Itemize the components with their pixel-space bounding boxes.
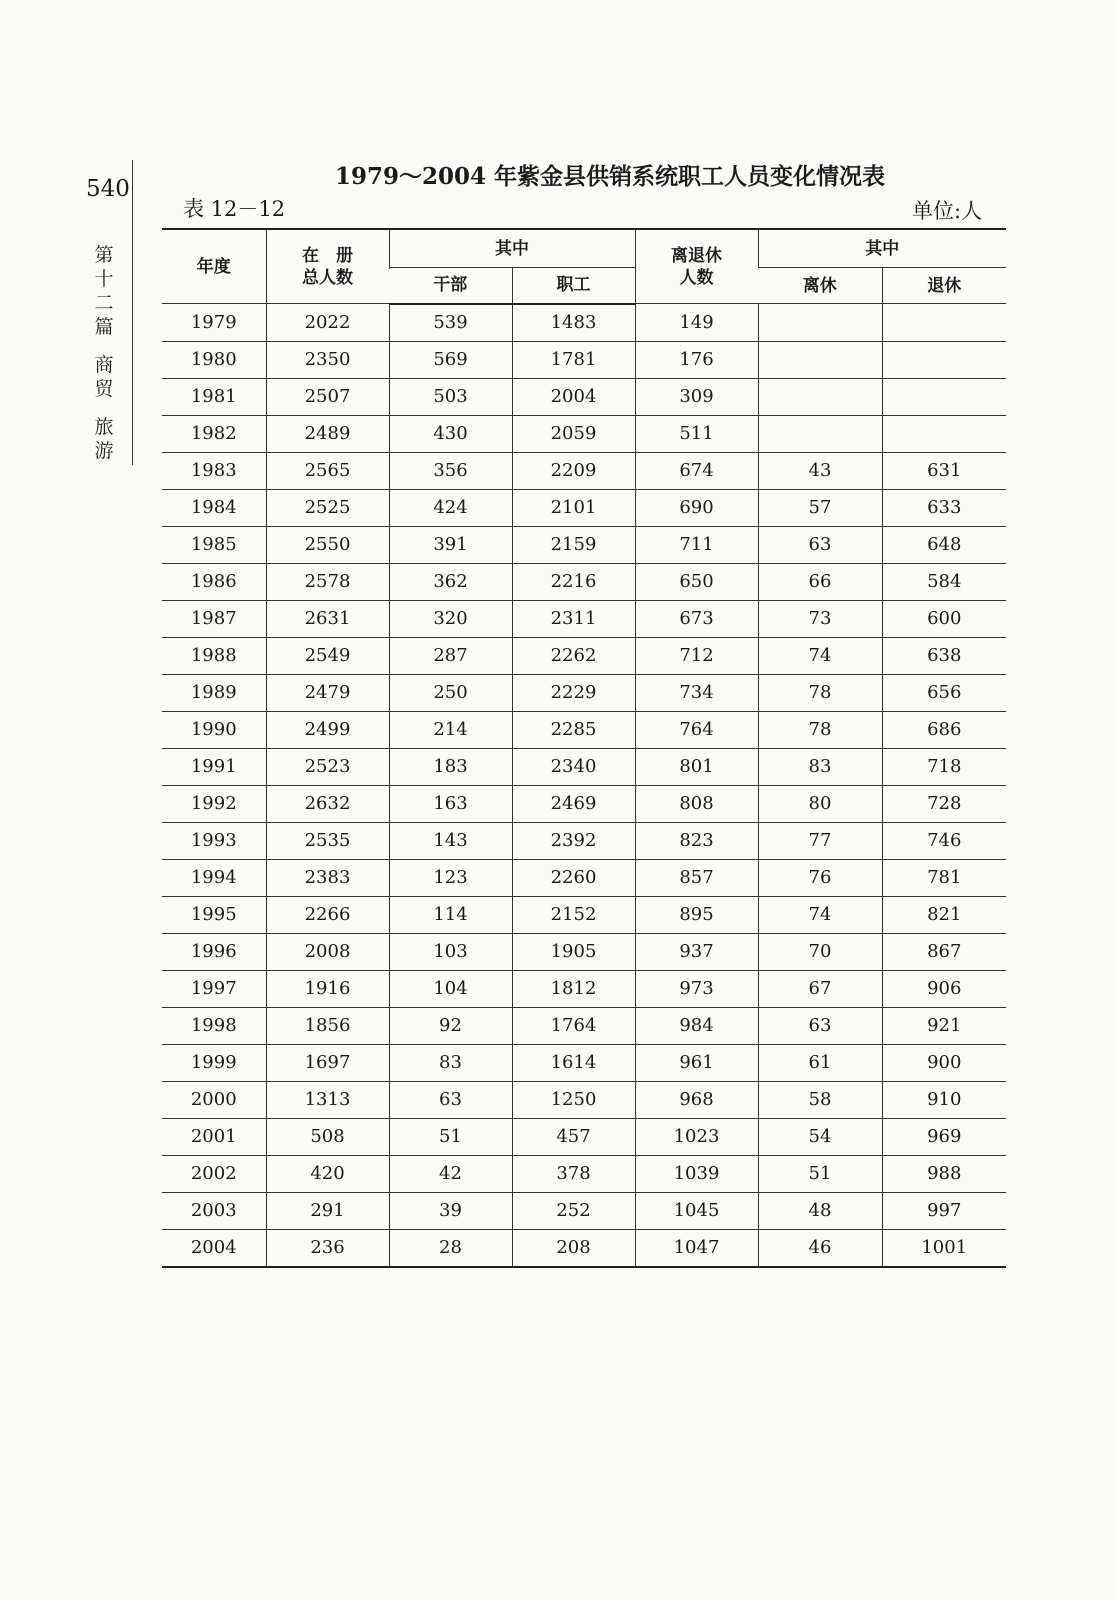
table-row — [162, 1007, 1006, 1044]
cell-year: 1979 — [162, 304, 266, 342]
cell-retired-total: 937 — [635, 933, 758, 970]
cell-registered-total: 2489 — [266, 415, 389, 452]
table-row — [162, 637, 1006, 674]
cell-workers: 208 — [512, 1229, 635, 1267]
table-row — [162, 1118, 1006, 1155]
cell-tuixiu: 600 — [882, 600, 1006, 637]
cell-registered-total: 291 — [266, 1192, 389, 1229]
cell-lixiu: 76 — [758, 859, 882, 896]
cell-cadres: 430 — [389, 415, 512, 452]
cell-lixiu: 78 — [758, 674, 882, 711]
cell-registered-total: 2383 — [266, 859, 389, 896]
cell-lixiu: 80 — [758, 785, 882, 822]
cell-workers: 2209 — [512, 452, 635, 489]
cell-year: 1986 — [162, 563, 266, 600]
cell-cadres: 503 — [389, 378, 512, 415]
table-row — [162, 341, 1006, 378]
cell-year: 1981 — [162, 378, 266, 415]
cell-workers: 2004 — [512, 378, 635, 415]
cell-tuixiu: 633 — [882, 489, 1006, 526]
cell-retired-total: 1045 — [635, 1192, 758, 1229]
cell-cadres: 250 — [389, 674, 512, 711]
cell-registered-total: 236 — [266, 1229, 389, 1267]
cell-tuixiu: 656 — [882, 674, 1006, 711]
table-row — [162, 822, 1006, 859]
cell-retired-total: 823 — [635, 822, 758, 859]
cell-year: 1997 — [162, 970, 266, 1007]
cell-year: 1993 — [162, 822, 266, 859]
cell-retired-total: 149 — [635, 304, 758, 342]
section-label-char: 游 — [94, 440, 114, 462]
cell-lixiu: 48 — [758, 1192, 882, 1229]
cell-registered-total: 2578 — [266, 563, 389, 600]
cell-cadres: 114 — [389, 896, 512, 933]
cell-tuixiu: 584 — [882, 563, 1006, 600]
staff-statistics-table — [162, 228, 1006, 1268]
cell-lixiu: 74 — [758, 637, 882, 674]
cell-lixiu: 73 — [758, 600, 882, 637]
cell-cadres: 362 — [389, 563, 512, 600]
cell-tuixiu: 900 — [882, 1044, 1006, 1081]
table-row — [162, 785, 1006, 822]
cell-lixiu: 70 — [758, 933, 882, 970]
cell-cadres: 104 — [389, 970, 512, 1007]
cell-cadres: 163 — [389, 785, 512, 822]
header-lixiu: 离休 — [758, 268, 882, 304]
cell-tuixiu — [882, 415, 1006, 452]
cell-registered-total: 2022 — [266, 304, 389, 342]
margin-divider — [132, 160, 133, 465]
header-registered-line1: 在 册 — [302, 245, 353, 266]
cell-workers: 2101 — [512, 489, 635, 526]
section-label-char: 篇 — [94, 316, 114, 338]
cell-workers: 378 — [512, 1155, 635, 1192]
cell-tuixiu: 631 — [882, 452, 1006, 489]
section-label — [92, 243, 116, 463]
cell-workers: 2285 — [512, 711, 635, 748]
cell-tuixiu: 921 — [882, 1007, 1006, 1044]
cell-tuixiu: 988 — [882, 1155, 1006, 1192]
cell-workers: 1812 — [512, 970, 635, 1007]
cell-cadres: 539 — [389, 304, 512, 342]
cell-year: 1992 — [162, 785, 266, 822]
cell-lixiu: 54 — [758, 1118, 882, 1155]
cell-workers: 2260 — [512, 859, 635, 896]
cell-tuixiu: 638 — [882, 637, 1006, 674]
cell-lixiu: 51 — [758, 1155, 882, 1192]
cell-lixiu: 83 — [758, 748, 882, 785]
cell-retired-total: 673 — [635, 600, 758, 637]
cell-workers: 2262 — [512, 637, 635, 674]
cell-retired-total: 895 — [635, 896, 758, 933]
table-row — [162, 415, 1006, 452]
section-label-char: 二 — [94, 292, 114, 314]
cell-lixiu: 63 — [758, 1007, 882, 1044]
cell-lixiu — [758, 415, 882, 452]
cell-cadres: 214 — [389, 711, 512, 748]
header-retired-line2: 人数 — [679, 267, 714, 288]
header-workers: 职工 — [512, 268, 635, 304]
cell-cadres: 63 — [389, 1081, 512, 1118]
cell-workers: 1614 — [512, 1044, 635, 1081]
cell-registered-total: 2523 — [266, 748, 389, 785]
header-retired-line1: 离退休 — [671, 245, 722, 266]
table-row — [162, 452, 1006, 489]
table-row — [162, 1155, 1006, 1192]
cell-year: 1984 — [162, 489, 266, 526]
cell-workers: 1781 — [512, 341, 635, 378]
cell-retired-total: 1047 — [635, 1229, 758, 1267]
cell-workers: 2311 — [512, 600, 635, 637]
cell-retired-total: 511 — [635, 415, 758, 452]
table-body — [162, 304, 1006, 1267]
cell-cadres: 356 — [389, 452, 512, 489]
table-header-row — [162, 229, 1006, 268]
header-tuixiu: 退休 — [882, 268, 1006, 304]
cell-retired-total: 984 — [635, 1007, 758, 1044]
cell-year: 2002 — [162, 1155, 266, 1192]
cell-tuixiu: 969 — [882, 1118, 1006, 1155]
cell-tuixiu: 906 — [882, 970, 1006, 1007]
cell-retired-total: 764 — [635, 711, 758, 748]
cell-lixiu: 46 — [758, 1229, 882, 1267]
cell-year: 1998 — [162, 1007, 266, 1044]
table-row — [162, 1192, 1006, 1229]
cell-workers: 2216 — [512, 563, 635, 600]
cell-cadres: 83 — [389, 1044, 512, 1081]
cell-retired-total: 973 — [635, 970, 758, 1007]
cell-year: 1996 — [162, 933, 266, 970]
cell-lixiu — [758, 378, 882, 415]
cell-retired-total: 711 — [635, 526, 758, 563]
cell-retired-total: 1023 — [635, 1118, 758, 1155]
cell-workers: 252 — [512, 1192, 635, 1229]
cell-year: 2000 — [162, 1081, 266, 1118]
cell-tuixiu: 1001 — [882, 1229, 1006, 1267]
table-row — [162, 526, 1006, 563]
cell-tuixiu — [882, 341, 1006, 378]
cell-tuixiu: 867 — [882, 933, 1006, 970]
cell-workers: 2392 — [512, 822, 635, 859]
cell-cadres: 183 — [389, 748, 512, 785]
cell-year: 1988 — [162, 637, 266, 674]
cell-retired-total: 650 — [635, 563, 758, 600]
cell-workers: 2229 — [512, 674, 635, 711]
table-row — [162, 896, 1006, 933]
cell-retired-total: 808 — [635, 785, 758, 822]
table-row — [162, 1044, 1006, 1081]
table-row — [162, 600, 1006, 637]
cell-cadres: 391 — [389, 526, 512, 563]
cell-year: 1991 — [162, 748, 266, 785]
cell-cadres: 320 — [389, 600, 512, 637]
cell-lixiu: 58 — [758, 1081, 882, 1118]
cell-registered-total: 2008 — [266, 933, 389, 970]
table-row — [162, 933, 1006, 970]
table-row — [162, 378, 1006, 415]
cell-cadres: 103 — [389, 933, 512, 970]
cell-workers: 1764 — [512, 1007, 635, 1044]
cell-lixiu — [758, 341, 882, 378]
cell-year: 1994 — [162, 859, 266, 896]
cell-registered-total: 2632 — [266, 785, 389, 822]
section-label-char: 商 — [94, 354, 114, 376]
cell-registered-total: 2350 — [266, 341, 389, 378]
cell-workers: 1483 — [512, 304, 635, 342]
cell-workers: 2469 — [512, 785, 635, 822]
cell-workers: 1905 — [512, 933, 635, 970]
cell-registered-total: 508 — [266, 1118, 389, 1155]
cell-workers: 2059 — [512, 415, 635, 452]
table-row — [162, 859, 1006, 896]
cell-retired-total: 674 — [635, 452, 758, 489]
unit-label: 单位:人 — [912, 199, 983, 223]
cell-cadres: 424 — [389, 489, 512, 526]
cell-registered-total: 2549 — [266, 637, 389, 674]
cell-retired-total: 961 — [635, 1044, 758, 1081]
cell-tuixiu: 821 — [882, 896, 1006, 933]
cell-workers: 457 — [512, 1118, 635, 1155]
cell-year: 1999 — [162, 1044, 266, 1081]
cell-registered-total: 2550 — [266, 526, 389, 563]
cell-lixiu: 66 — [758, 563, 882, 600]
cell-cadres: 51 — [389, 1118, 512, 1155]
cell-retired-total: 734 — [635, 674, 758, 711]
header-of-which-retired: 其中 — [758, 229, 1006, 268]
cell-registered-total: 2266 — [266, 896, 389, 933]
cell-cadres: 569 — [389, 341, 512, 378]
header-cadres: 干部 — [389, 268, 512, 304]
cell-registered-total: 1697 — [266, 1044, 389, 1081]
section-label-char: 旅 — [94, 416, 114, 438]
cell-year: 1990 — [162, 711, 266, 748]
cell-tuixiu: 686 — [882, 711, 1006, 748]
cell-cadres: 143 — [389, 822, 512, 859]
cell-registered-total: 2507 — [266, 378, 389, 415]
cell-tuixiu: 781 — [882, 859, 1006, 896]
cell-year: 1987 — [162, 600, 266, 637]
cell-workers: 2152 — [512, 896, 635, 933]
header-year: 年度 — [162, 229, 266, 304]
cell-registered-total: 2565 — [266, 452, 389, 489]
cell-tuixiu: 910 — [882, 1081, 1006, 1118]
cell-workers: 1250 — [512, 1081, 635, 1118]
cell-lixiu: 57 — [758, 489, 882, 526]
cell-registered-total: 1856 — [266, 1007, 389, 1044]
cell-registered-total: 1916 — [266, 970, 389, 1007]
cell-cadres: 42 — [389, 1155, 512, 1192]
cell-lixiu: 63 — [758, 526, 882, 563]
cell-retired-total: 690 — [635, 489, 758, 526]
cell-tuixiu: 648 — [882, 526, 1006, 563]
table-row — [162, 748, 1006, 785]
cell-lixiu: 74 — [758, 896, 882, 933]
cell-cadres: 39 — [389, 1192, 512, 1229]
table-row — [162, 489, 1006, 526]
cell-year: 1989 — [162, 674, 266, 711]
cell-tuixiu: 728 — [882, 785, 1006, 822]
table-row — [162, 1229, 1006, 1267]
cell-cadres: 123 — [389, 859, 512, 896]
cell-registered-total: 2479 — [266, 674, 389, 711]
cell-lixiu: 61 — [758, 1044, 882, 1081]
cell-retired-total: 1039 — [635, 1155, 758, 1192]
cell-lixiu: 43 — [758, 452, 882, 489]
cell-retired-total: 968 — [635, 1081, 758, 1118]
cell-lixiu: 67 — [758, 970, 882, 1007]
cell-tuixiu: 746 — [882, 822, 1006, 859]
header-registered-total — [266, 229, 389, 304]
cell-lixiu: 78 — [758, 711, 882, 748]
cell-retired-total: 857 — [635, 859, 758, 896]
cell-lixiu — [758, 304, 882, 342]
cell-retired-total: 309 — [635, 378, 758, 415]
cell-tuixiu — [882, 304, 1006, 342]
table-number: 表 12－12 — [183, 197, 286, 221]
cell-year: 2001 — [162, 1118, 266, 1155]
cell-retired-total: 712 — [635, 637, 758, 674]
cell-retired-total: 176 — [635, 341, 758, 378]
cell-year: 1983 — [162, 452, 266, 489]
cell-workers: 2159 — [512, 526, 635, 563]
table-title: 1979～2004 年紫金县供销系统职工人员变化情况表 — [335, 163, 886, 190]
cell-lixiu: 77 — [758, 822, 882, 859]
cell-retired-total: 801 — [635, 748, 758, 785]
cell-year: 1982 — [162, 415, 266, 452]
cell-registered-total: 420 — [266, 1155, 389, 1192]
section-label-char: 第 — [94, 244, 114, 266]
cell-year: 1980 — [162, 341, 266, 378]
table-row — [162, 711, 1006, 748]
cell-registered-total: 1313 — [266, 1081, 389, 1118]
cell-registered-total: 2631 — [266, 600, 389, 637]
cell-registered-total: 2499 — [266, 711, 389, 748]
cell-year: 1995 — [162, 896, 266, 933]
cell-registered-total: 2525 — [266, 489, 389, 526]
cell-tuixiu — [882, 378, 1006, 415]
table-row — [162, 563, 1006, 600]
page-number: 540 — [86, 176, 130, 202]
header-retired-total — [635, 229, 758, 304]
cell-cadres: 287 — [389, 637, 512, 674]
table-row — [162, 970, 1006, 1007]
cell-year: 2004 — [162, 1229, 266, 1267]
table-row — [162, 674, 1006, 711]
cell-tuixiu: 997 — [882, 1192, 1006, 1229]
cell-registered-total: 2535 — [266, 822, 389, 859]
cell-cadres: 92 — [389, 1007, 512, 1044]
cell-workers: 2340 — [512, 748, 635, 785]
section-label-char: 贸 — [94, 378, 114, 400]
header-of-which-staff: 其中 — [389, 229, 635, 268]
header-registered-line2: 总人数 — [302, 267, 353, 288]
table-row — [162, 304, 1006, 342]
cell-year: 2003 — [162, 1192, 266, 1229]
table-row — [162, 1081, 1006, 1118]
cell-year: 1985 — [162, 526, 266, 563]
cell-cadres: 28 — [389, 1229, 512, 1267]
cell-tuixiu: 718 — [882, 748, 1006, 785]
section-label-char: 十 — [94, 268, 114, 290]
